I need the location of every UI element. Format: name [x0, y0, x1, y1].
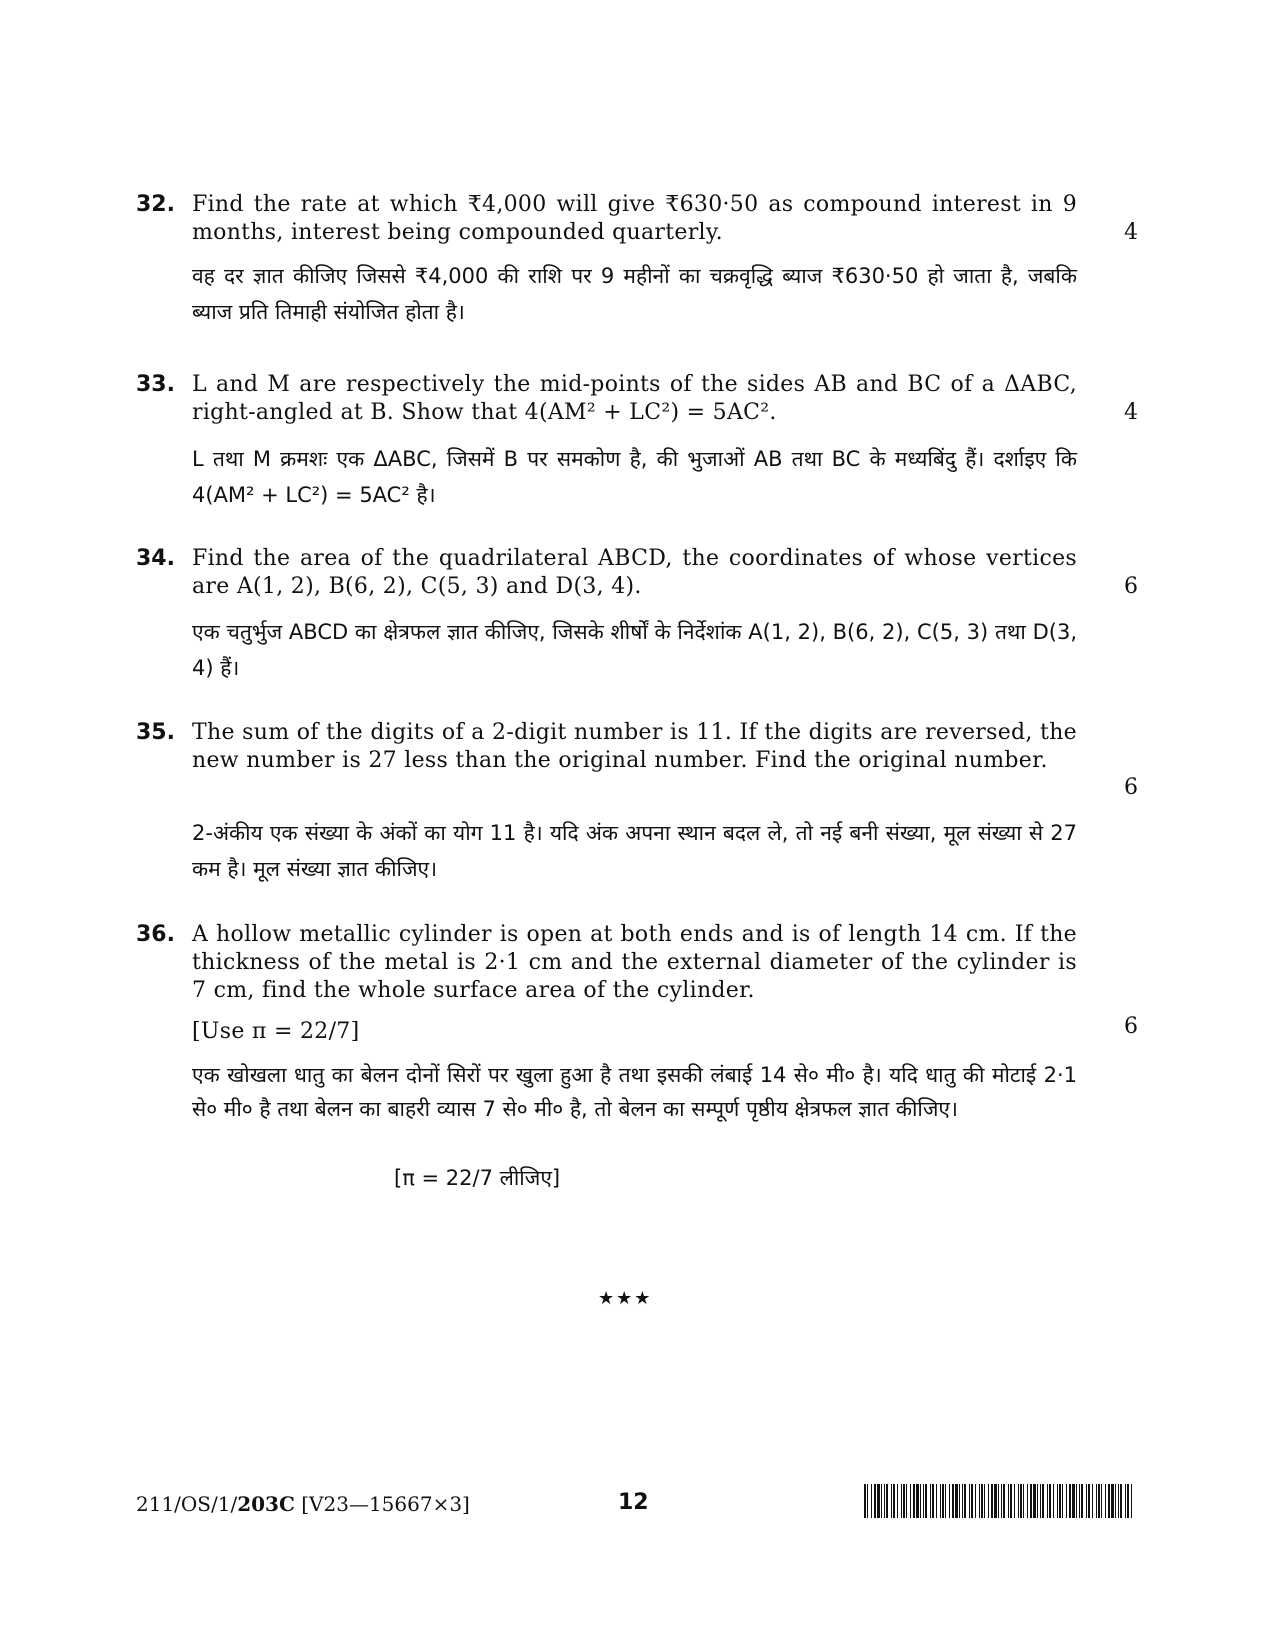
question-text-english: L and M are respectively the mid-points of the sides AB and BC of a ΔABC, right-angled at B. Show that 4(AM² + LC²) = 5AC².: [192, 372, 1077, 425]
question-marks: 6: [1124, 574, 1138, 599]
question-number: 33.: [136, 372, 175, 397]
pi-hint-hindi: [π = 22/7 लीजिए]: [394, 1166, 561, 1190]
question-number: 32.: [136, 192, 175, 217]
paper-code: 211/OS/1/203C [V23—15667×3]: [136, 1492, 470, 1516]
question-number: 35.: [136, 720, 175, 745]
question-text-english: Find the rate at which ₹4,000 will give ₹630·50 as compound interest in 9 months, interest being compounded quarterly.: [192, 192, 1077, 245]
question-text-english: The sum of the digits of a 2-digit number is 11. If the digits are reversed, the new number is 27 less than the original number. Find the original number.: [192, 720, 1077, 773]
question-number: 34.: [136, 546, 175, 571]
question-number: 36.: [136, 922, 175, 947]
end-marker: ★★★: [598, 1288, 653, 1309]
question-marks: 6: [1124, 1014, 1138, 1039]
question-marks: 4: [1124, 220, 1138, 245]
question-text-english: Find the area of the quadrilateral ABCD, the coordinates of whose vertices are A(1, 2), B(6, 2), C(5, 3) and D(3, 4).: [192, 546, 1077, 599]
page-number: 12: [618, 1490, 649, 1515]
question-text-hindi: वह दर ज्ञात कीजिए जिससे ₹4,000 की राशि पर 9 महीनों का चक्रवृद्धि ब्याज ₹630·50 हो जाता है, जबकि ब्याज प्रति तिमाही संयोजित होता है।: [192, 264, 1077, 324]
question-text-hindi: 2-अंकीय एक संख्या के अंकों का योग 11 है। यदि अंक अपना स्थान बदल ले, तो नई बनी संख्या, मूल संख्या से 27 कम है। मूल संख्या ज्ञात कीजिए।: [192, 821, 1077, 881]
barcode-icon: [864, 1484, 1136, 1518]
question-marks: 4: [1124, 400, 1138, 425]
question-text-hindi: L तथा M क्रमशः एक ΔABC, जिसमें B पर समकोण है, की भुजाओं AB तथा BC के मध्यबिंदु हैं। दर्शाइए कि 4(AM² + LC²) = 5AC² है।: [192, 447, 1077, 507]
question-text-hindi: एक खोखला धातु का बेलन दोनों सिरों पर खुला हुआ है तथा इसकी लंबाई 14 से० मी० है। यदि धातु की मोटाई 2·1 से० मी० है तथा बेलन का बाहरी व्यास 7 से० मी० है, तो बेलन का सम्पूर्ण पृष्ठीय क्षेत्रफल ज्ञात कीजिए।: [192, 1063, 1077, 1121]
question-marks: 6: [1124, 775, 1138, 800]
pi-hint-english: [Use π = 22/7]: [192, 1019, 360, 1044]
question-text-hindi: एक चतुर्भुज ABCD का क्षेत्रफल ज्ञात कीजिए, जिसके शीर्षों के निर्देशांक A(1, 2), B(6, 2), C(5, 3) तथा D(3, 4) हैं।: [192, 620, 1077, 680]
question-text-english: A hollow metallic cylinder is open at both ends and is of length 14 cm. If the thickness of the metal is 2·1 cm and the external diameter of the cylinder is 7 cm, find the whole surface area of the cylinder.: [192, 922, 1077, 1003]
